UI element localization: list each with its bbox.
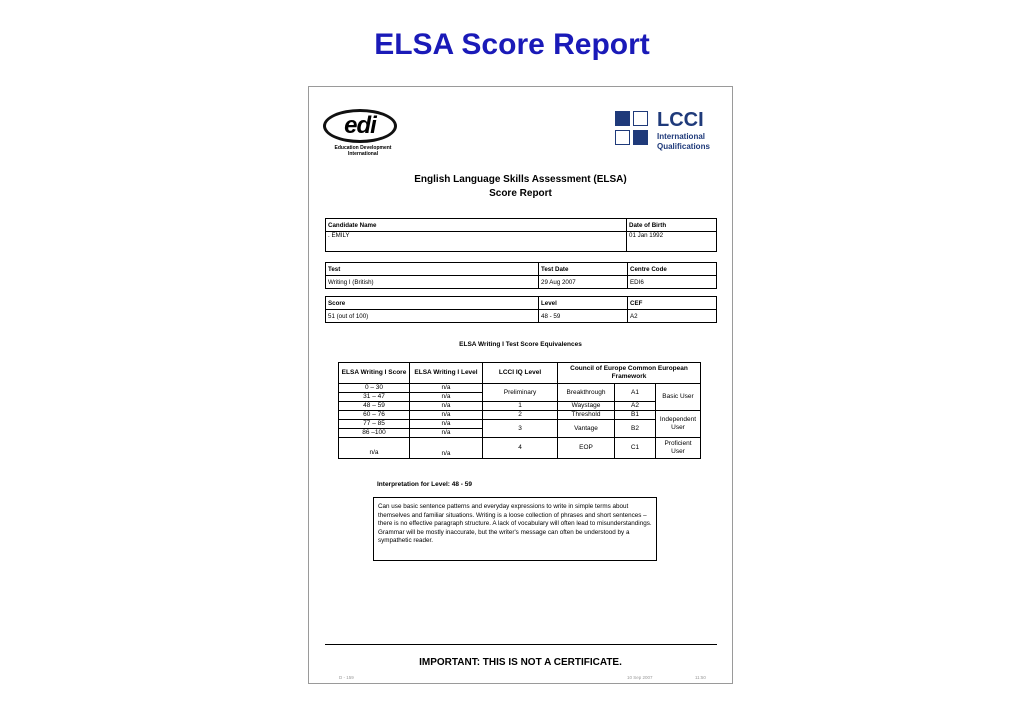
eq-score: 60 – 76: [339, 411, 410, 420]
bottom-divider: [325, 644, 717, 645]
test-table: [325, 262, 717, 289]
eq-header-score: ELSA Writing I Score: [339, 363, 410, 384]
eq-lcci: Preliminary: [483, 384, 558, 402]
eq-header-lcci: LCCI IQ Level: [483, 363, 558, 384]
footer-time: 11:50: [695, 675, 706, 680]
eq-lcci: 3: [483, 420, 558, 438]
eq-header-council: Council of Europe Common European Framework: [558, 363, 701, 384]
eq-score: 31 – 47: [339, 393, 410, 402]
score-label: Score: [326, 297, 539, 310]
eq-header-level: ELSA Writing I Level: [410, 363, 483, 384]
lcci-caption-line2: Qualifications: [657, 142, 710, 151]
cef-label: CEF: [628, 297, 717, 310]
lcci-caption-line1: International: [657, 132, 706, 141]
eq-level: n/a: [410, 384, 483, 393]
eq-cef-code: C1: [615, 438, 656, 459]
lcci-logo-caption: [657, 132, 710, 152]
dob-label: Date of Birth: [627, 219, 717, 232]
centre-code-value: EDI6: [628, 276, 717, 289]
eq-score: 77 – 85: [339, 420, 410, 429]
eq-cef-name: Waystage: [558, 402, 615, 411]
score-report-document: [308, 86, 733, 684]
eq-level: n/a: [410, 429, 483, 438]
candidate-table: [325, 218, 717, 252]
table-row: [339, 411, 701, 420]
level-label: Level: [539, 297, 628, 310]
eq-level: n/a: [410, 393, 483, 402]
report-subheading: Score Report: [489, 188, 552, 199]
slide-title: ELSA Score Report: [374, 28, 650, 61]
eq-cef-code: A1: [615, 384, 656, 402]
eq-cef-name: Breakthrough: [558, 384, 615, 402]
eq-cef-code: B1: [615, 411, 656, 420]
edi-logo-text: edi: [323, 109, 397, 143]
report-heading: English Language Skills Assessment (ELSA): [414, 174, 627, 185]
edi-caption-line2: International: [347, 151, 378, 157]
table-row: [339, 438, 701, 459]
eq-user-type: Independent User: [656, 411, 701, 438]
eq-cef-code: B2: [615, 420, 656, 438]
candidate-name-value: . EMILY: [326, 232, 627, 252]
eq-cef-code: A2: [615, 402, 656, 411]
test-date-label: Test Date: [539, 263, 628, 276]
edi-logo: [323, 109, 401, 147]
eq-cef-name: EOP: [558, 438, 615, 459]
score-table: [325, 296, 717, 323]
interpretation-title: Interpretation for Level: 48 - 59: [377, 481, 472, 488]
table-row: [339, 420, 701, 429]
equivalences-title: ELSA Writing I Test Score Equivalences: [459, 341, 582, 348]
edi-logo-caption: [323, 145, 403, 157]
eq-cef-name: Threshold: [558, 411, 615, 420]
test-date-value: 29 Aug 2007: [539, 276, 628, 289]
eq-score: 86 –100: [339, 429, 410, 438]
eq-level: n/a: [410, 411, 483, 420]
table-row: [339, 384, 701, 393]
footer-ref: D - 159: [339, 675, 354, 680]
test-value: Writing I (British): [326, 276, 539, 289]
eq-lcci: 4: [483, 438, 558, 459]
eq-level: n/a: [410, 402, 483, 411]
eq-lcci: 1: [483, 402, 558, 411]
dob-value: 01 Jan 1992: [627, 232, 717, 252]
lcci-logo-icon: [615, 111, 655, 151]
level-value: 48 - 59: [539, 310, 628, 323]
equivalences-table: [338, 362, 701, 459]
eq-level: n/a: [410, 420, 483, 429]
candidate-name-label: Candidate Name: [326, 219, 627, 232]
table-row: [339, 402, 701, 411]
test-label: Test: [326, 263, 539, 276]
cef-value: A2: [628, 310, 717, 323]
eq-lcci: 2: [483, 411, 558, 420]
eq-user-type: Basic User: [656, 384, 701, 411]
interpretation-text: Can use basic sentence patterns and everyday expressions to write in simple terms about themselves and familiar situations. Writing is a loose collection of phrases and short sentences – there is no effective paragraph structure. A lack of vocabulary will often lead to misunderstandings. Grammar will be mostly inaccurate, but the writer's message can often be understood by a sympathetic reader.: [373, 497, 657, 561]
eq-score: n/a: [339, 438, 410, 459]
eq-level: n/a: [410, 438, 483, 459]
centre-code-label: Centre Code: [628, 263, 717, 276]
eq-score: 48 – 59: [339, 402, 410, 411]
score-value: 51 (out of 100): [326, 310, 539, 323]
eq-user-type: Proficient User: [656, 438, 701, 459]
eq-score: 0 – 30: [339, 384, 410, 393]
important-notice: IMPORTANT: THIS IS NOT A CERTIFICATE.: [419, 657, 622, 668]
eq-cef-name: Vantage: [558, 420, 615, 438]
footer-date: 10 Sep 2007: [627, 675, 653, 680]
lcci-logo-name: LCCI: [657, 109, 704, 131]
edi-caption-line1: Education Development: [334, 145, 392, 151]
